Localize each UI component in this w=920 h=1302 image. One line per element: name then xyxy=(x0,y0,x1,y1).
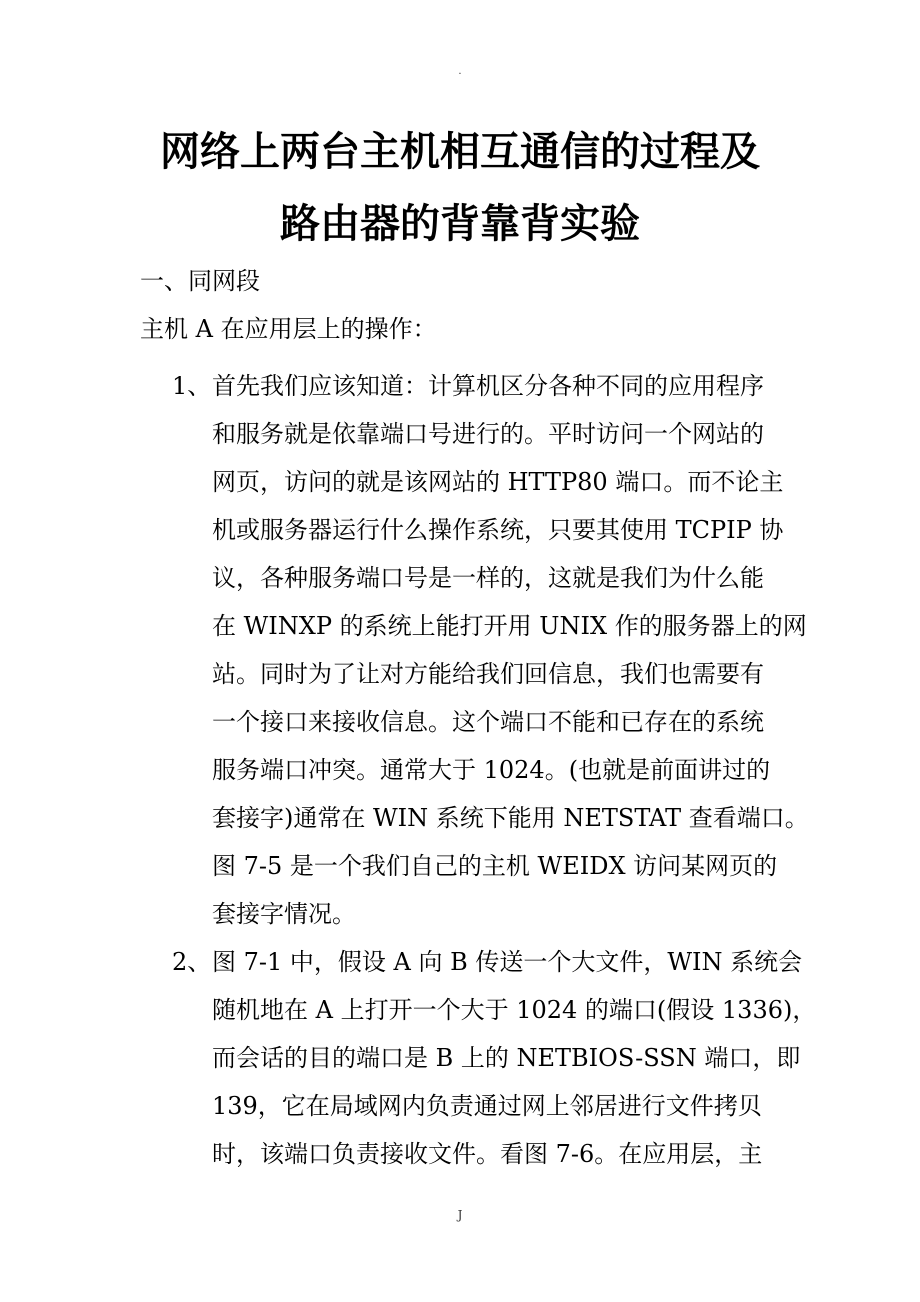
paragraph-line: 一个接口来接收信息。这个端口不能和已存在的系统 xyxy=(212,708,764,736)
list-item-body xyxy=(212,362,809,938)
paragraph-line: 套接字)通常在 WIN 系统下能用 NETSTAT 查看端口。 xyxy=(212,804,809,832)
paragraph-line: 时，该端口负责接收文件。看图 7-6。在应用层，主 xyxy=(212,1140,763,1168)
paragraph-line: 和服务就是依靠端口号进行的。平时访问一个网站的 xyxy=(212,420,764,448)
section-subheading: 主机 A 在应用层上的操作： xyxy=(140,315,437,343)
paragraph-line: 站。同时为了让对方能给我们回信息，我们也需要有 xyxy=(212,660,764,688)
document-title-line-1: 网络上两台主机相互通信的过程及 xyxy=(160,128,760,175)
paragraph-line: 图 7-1 中，假设 A 向 B 传送一个大文件，WIN 系统会 xyxy=(212,948,803,976)
paragraph-line: 服务端口冲突。通常大于 1024。(也就是前面讲过的 xyxy=(212,756,771,784)
footer-page-mark: J xyxy=(457,1208,463,1222)
header-mark: . xyxy=(458,66,462,77)
paragraph-line: 机或服务器运行什么操作系统，只要其使用 TCPIP 协 xyxy=(212,516,784,544)
paragraph-line: 议，各种服务端口号是一样的，这就是我们为什么能 xyxy=(212,564,764,592)
paragraph-line: 139，它在局域网内负责通过网上邻居进行文件拷贝 xyxy=(212,1092,762,1120)
paragraph-line: 随机地在 A 上打开一个大于 1024 的端口(假设 1336)， xyxy=(212,996,817,1024)
document-title-line-2: 路由器的背靠背实验 xyxy=(280,200,640,247)
paragraph-line: 首先我们应该知道：计算机区分各种不同的应用程序 xyxy=(212,372,764,400)
paragraph-line: 网页，访问的就是该网站的 HTTP80 端口。而不论主 xyxy=(212,468,784,496)
paragraph-line: 套接字情况。 xyxy=(212,900,356,928)
section-heading: 一、同网段 xyxy=(140,267,260,295)
list-item-1 xyxy=(172,362,809,938)
paragraph-line: 而会话的目的端口是 B 上的 NETBIOS-SSN 端口，即 xyxy=(212,1044,801,1072)
list-item-body xyxy=(212,938,817,1178)
paragraph-line: 图 7-5 是一个我们自己的主机 WEIDX 访问某网页的 xyxy=(212,852,778,880)
list-item-2 xyxy=(172,938,817,1178)
paragraph-line: 在 WINXP 的系统上能打开用 UNIX 作的服务器上的网 xyxy=(212,612,807,640)
list-item-number: 1、 xyxy=(172,372,212,400)
list-item-number: 2、 xyxy=(172,948,212,976)
